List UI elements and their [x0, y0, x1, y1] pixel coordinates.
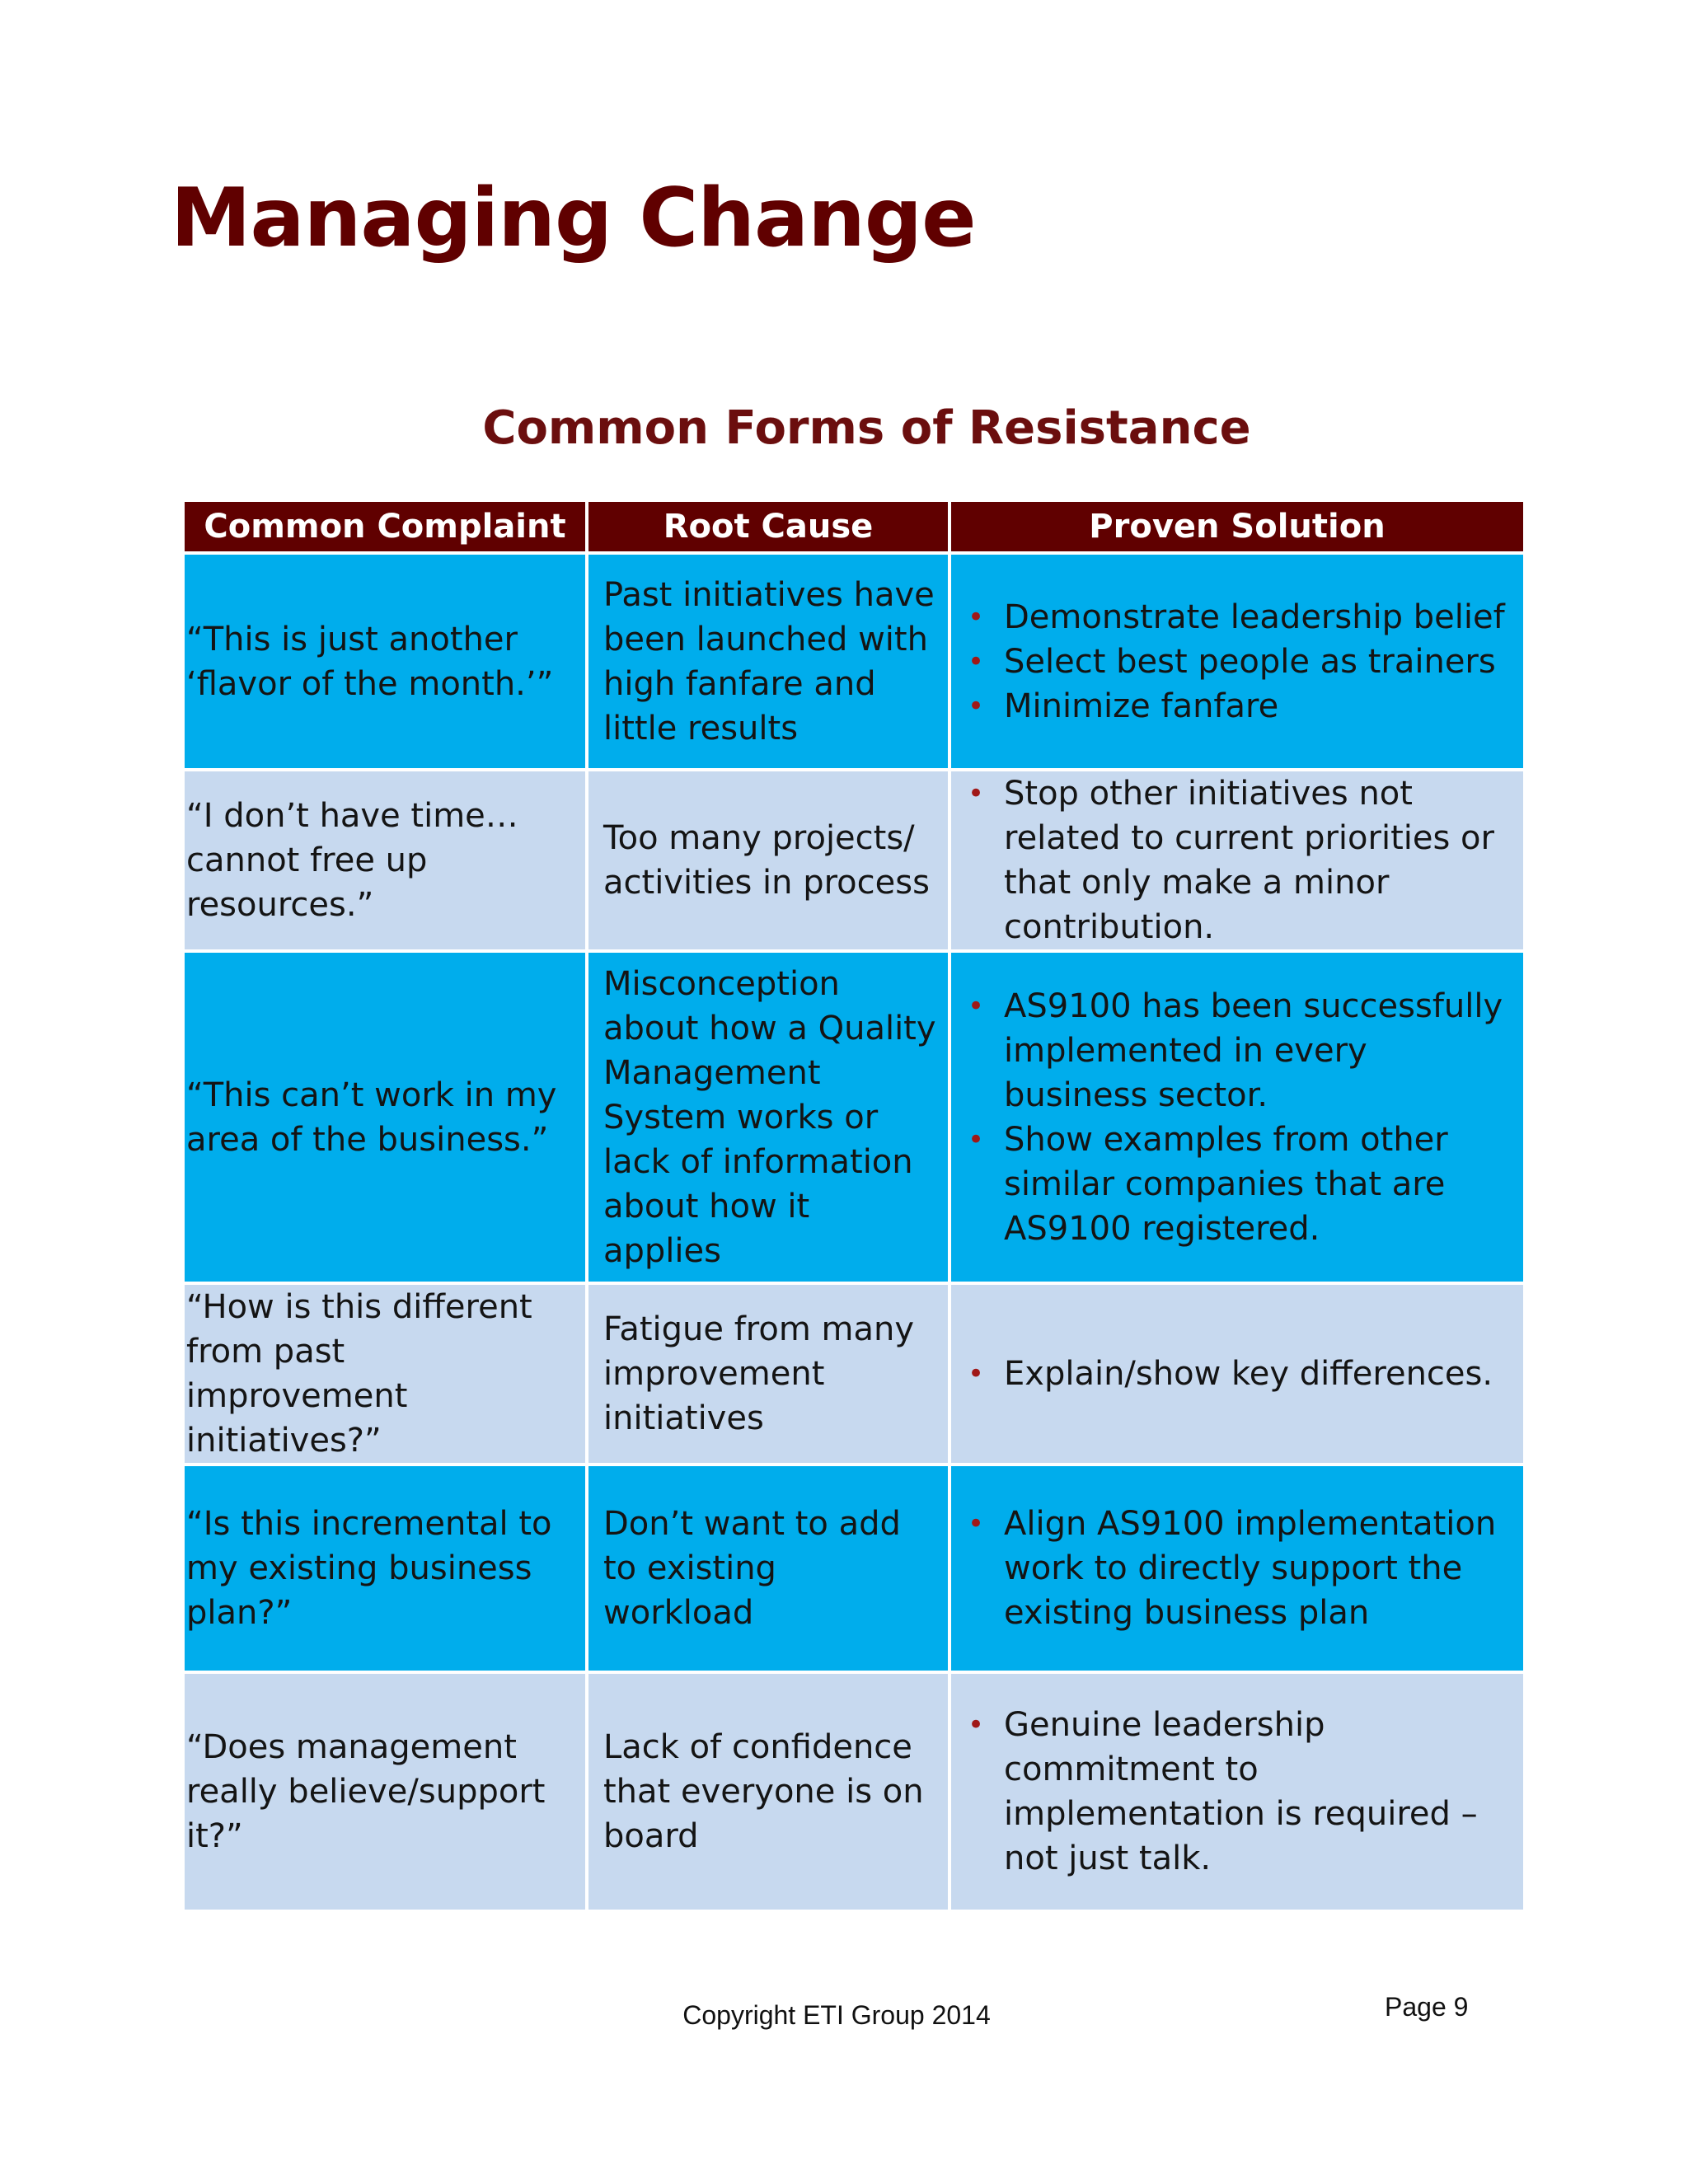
- table-row: [183, 951, 1525, 1283]
- root-cause-cell: Fatigue from many improvement initiatives: [587, 1283, 950, 1465]
- complaint-cell: “This is just another ‘flavor of the month.’”: [183, 553, 587, 770]
- page-number: Page 9: [1385, 1992, 1469, 2022]
- solution-text: Genuine leadership commitment to implementation is required – not just talk.: [1004, 1706, 1478, 1877]
- solution-list: [953, 1352, 1512, 1396]
- complaint-cell: “Does management really believe/support it?”: [183, 1672, 587, 1911]
- header-proven-solution: Proven Solution: [950, 500, 1525, 553]
- solution-item: [953, 1352, 1512, 1396]
- page-title: Managing Change: [171, 171, 976, 265]
- solution-list: [953, 595, 1512, 729]
- table-row: [183, 1283, 1525, 1465]
- bullet-icon: •: [968, 989, 985, 1023]
- complaint-cell: “Is this incremental to my existing business plan?”: [183, 1465, 587, 1672]
- solution-text: Demonstrate leadership belief: [1004, 598, 1505, 636]
- root-cause-cell: Misconception about how a Quality Management System works or lack of information about how it applies: [587, 951, 950, 1283]
- bullet-icon: •: [968, 1507, 985, 1540]
- solution-cell: [950, 553, 1525, 770]
- bullet-icon: •: [968, 689, 985, 723]
- solution-cell: [950, 1283, 1525, 1465]
- root-cause-cell: Too many projects/ activities in process: [587, 770, 950, 951]
- bullet-icon: •: [968, 600, 985, 634]
- solution-item: [953, 771, 1512, 949]
- solution-cell: [950, 951, 1525, 1283]
- table-title: Common Forms of Resistance: [482, 401, 1251, 455]
- complaint-cell: “I don’t have time…cannot free up resources.”: [183, 770, 587, 951]
- solution-item: [953, 595, 1512, 640]
- solution-text: Show examples from other similar companies that are AS9100 registered.: [1004, 1120, 1448, 1248]
- header-common-complaint: Common Complaint: [183, 500, 587, 553]
- solution-item: [953, 684, 1512, 729]
- solution-list: [953, 1703, 1512, 1881]
- table-row: [183, 553, 1525, 770]
- root-cause-cell: Lack of confidence that everyone is on board: [587, 1672, 950, 1911]
- bullet-icon: •: [968, 1122, 985, 1156]
- footer-copyright: Copyright ETI Group 2014: [682, 2000, 991, 2030]
- solution-item: [953, 640, 1512, 684]
- solution-text: Explain/show key differences.: [1004, 1355, 1493, 1393]
- table-header-row: [183, 500, 1525, 553]
- solution-item: [953, 1703, 1512, 1881]
- solution-text: AS9100 has been successfully implemented in every business sector.: [1004, 987, 1503, 1114]
- bullet-icon: •: [968, 777, 985, 810]
- complaint-cell: “How is this different from past improvement initiatives?”: [183, 1283, 587, 1465]
- complaint-cell: “This can’t work in my area of the business.”: [183, 951, 587, 1283]
- bullet-icon: •: [968, 1357, 985, 1390]
- root-cause-cell: Past initiatives have been launched with high fanfare and little results: [587, 553, 950, 770]
- table-row: [183, 770, 1525, 951]
- solution-list: [953, 984, 1512, 1251]
- bullet-icon: •: [968, 644, 985, 678]
- solution-cell: [950, 1672, 1525, 1911]
- solution-cell: [950, 770, 1525, 951]
- bullet-icon: •: [968, 1708, 985, 1741]
- solution-item: [953, 1502, 1512, 1635]
- table-row: [183, 1672, 1525, 1911]
- resistance-table: [181, 499, 1526, 1913]
- solution-list: [953, 771, 1512, 949]
- table-row: [183, 1465, 1525, 1672]
- solution-list: [953, 1502, 1512, 1635]
- root-cause-cell: Don’t want to add to existing workload: [587, 1465, 950, 1672]
- solution-cell: [950, 1465, 1525, 1672]
- solution-text: Select best people as trainers: [1004, 642, 1496, 681]
- solution-text: Minimize fanfare: [1004, 687, 1279, 725]
- header-root-cause: Root Cause: [587, 500, 950, 553]
- solution-item: [953, 1118, 1512, 1251]
- solution-text: Stop other initiatives not related to current priorities or that only make a minor contribution.: [1004, 775, 1494, 946]
- solution-text: Align AS9100 implementation work to directly support the existing business plan: [1004, 1505, 1497, 1632]
- solution-item: [953, 984, 1512, 1118]
